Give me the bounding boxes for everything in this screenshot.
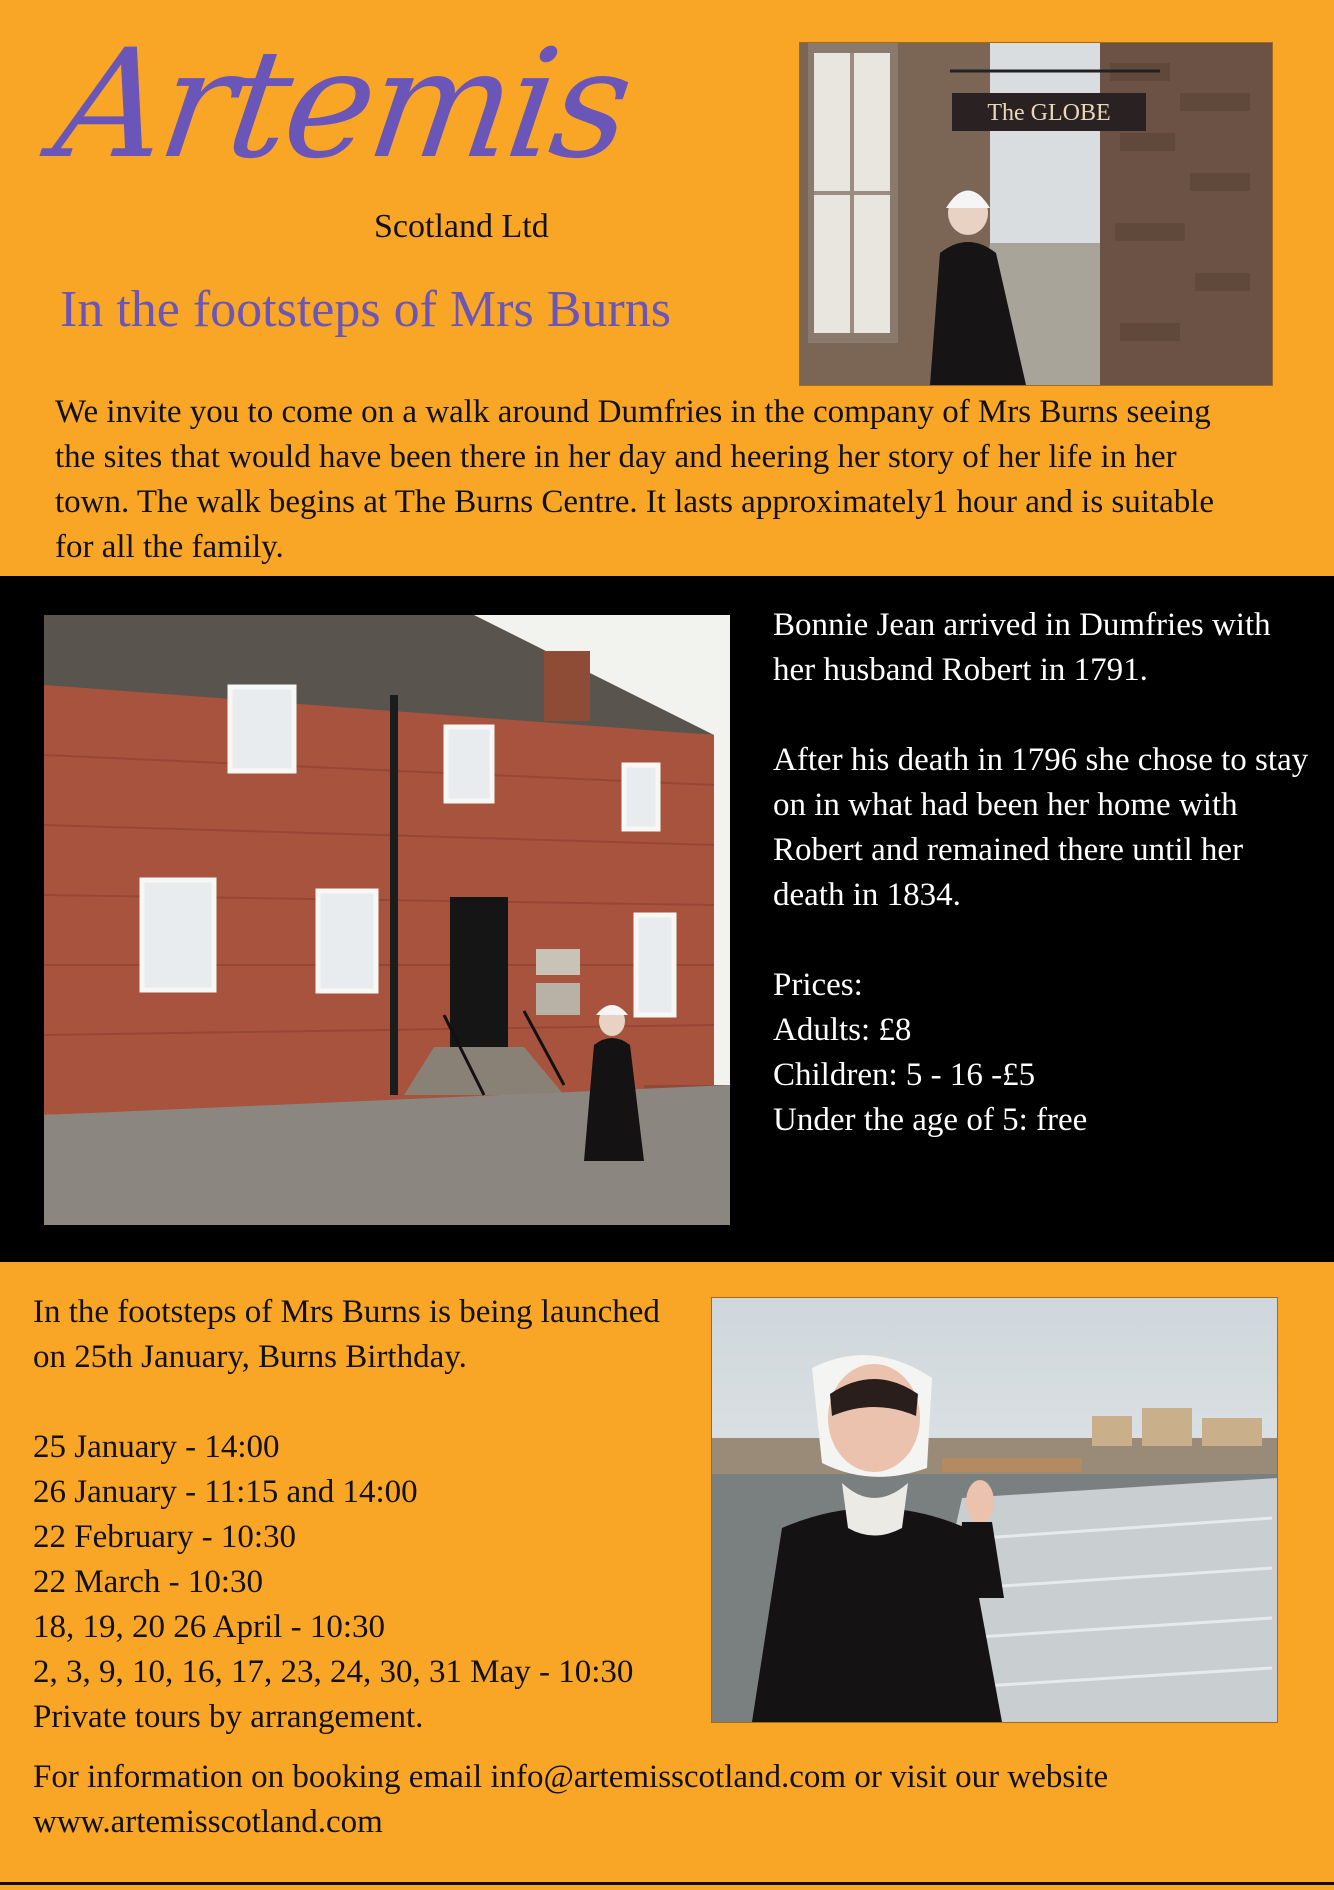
story-column: [773, 603, 1313, 1143]
prices-heading: Prices:: [773, 967, 863, 1003]
private-tours: Private tours by arrangement.: [33, 1699, 424, 1735]
price-children: Children: 5 - 16 -£5: [773, 1057, 1036, 1093]
date-item: 2, 3, 9, 10, 16, 17, 23, 24, 30, 31 May - 10:30: [33, 1654, 634, 1690]
globe-lane-image: [800, 43, 1272, 385]
price-under5: Under the age of 5: free: [773, 1102, 1088, 1138]
price-adults: Adults: £8: [773, 1012, 912, 1048]
logo-subtitle: Scotland Ltd: [374, 208, 549, 245]
date-item: 22 February - 10:30: [33, 1519, 297, 1555]
launch-section: [33, 1290, 693, 1740]
date-item: 25 January - 14:00: [33, 1429, 280, 1465]
date-item: 18, 19, 20 26 April - 10:30: [33, 1609, 385, 1645]
booking-info: For information on booking email info@artemisscotland.com or visit our website www.artemisscotland.com: [33, 1759, 1109, 1840]
intro-paragraph: We invite you to come on a walk around Dumfries in the company of Mrs Burns seeing the sites that would have been there in her day and heering her story of her life in her town. The walk begins at The Burns Centre. It lasts approximately1 hour and is suitable for all the family.: [55, 394, 1215, 565]
photo-mrs-burns-river: [711, 1297, 1278, 1723]
story-after-death: After his death in 1796 she chose to stay on in what had been her home with Robert and remained there until her death in 1834.: [773, 742, 1309, 913]
river-portrait-image: [712, 1298, 1277, 1722]
date-item: 22 March - 10:30: [33, 1564, 264, 1600]
story-arrival: Bonnie Jean arrived in Dumfries with her husband Robert in 1791.: [773, 607, 1271, 688]
photo-burns-house: [43, 614, 731, 1226]
date-item: 26 January - 11:15 and 14:00: [33, 1474, 418, 1510]
launch-text: In the footsteps of Mrs Burns is being launched on 25th January, Burns Birthday.: [33, 1294, 660, 1375]
page-title: In the footsteps of Mrs Burns: [60, 281, 671, 338]
photo-globe-lane: [799, 42, 1273, 386]
bottom-rule: [0, 1882, 1334, 1885]
globe-sign-text: The GLOBE: [987, 100, 1111, 126]
burns-house-image: [44, 615, 730, 1225]
logo-wordmark: Artemis: [45, 18, 639, 192]
